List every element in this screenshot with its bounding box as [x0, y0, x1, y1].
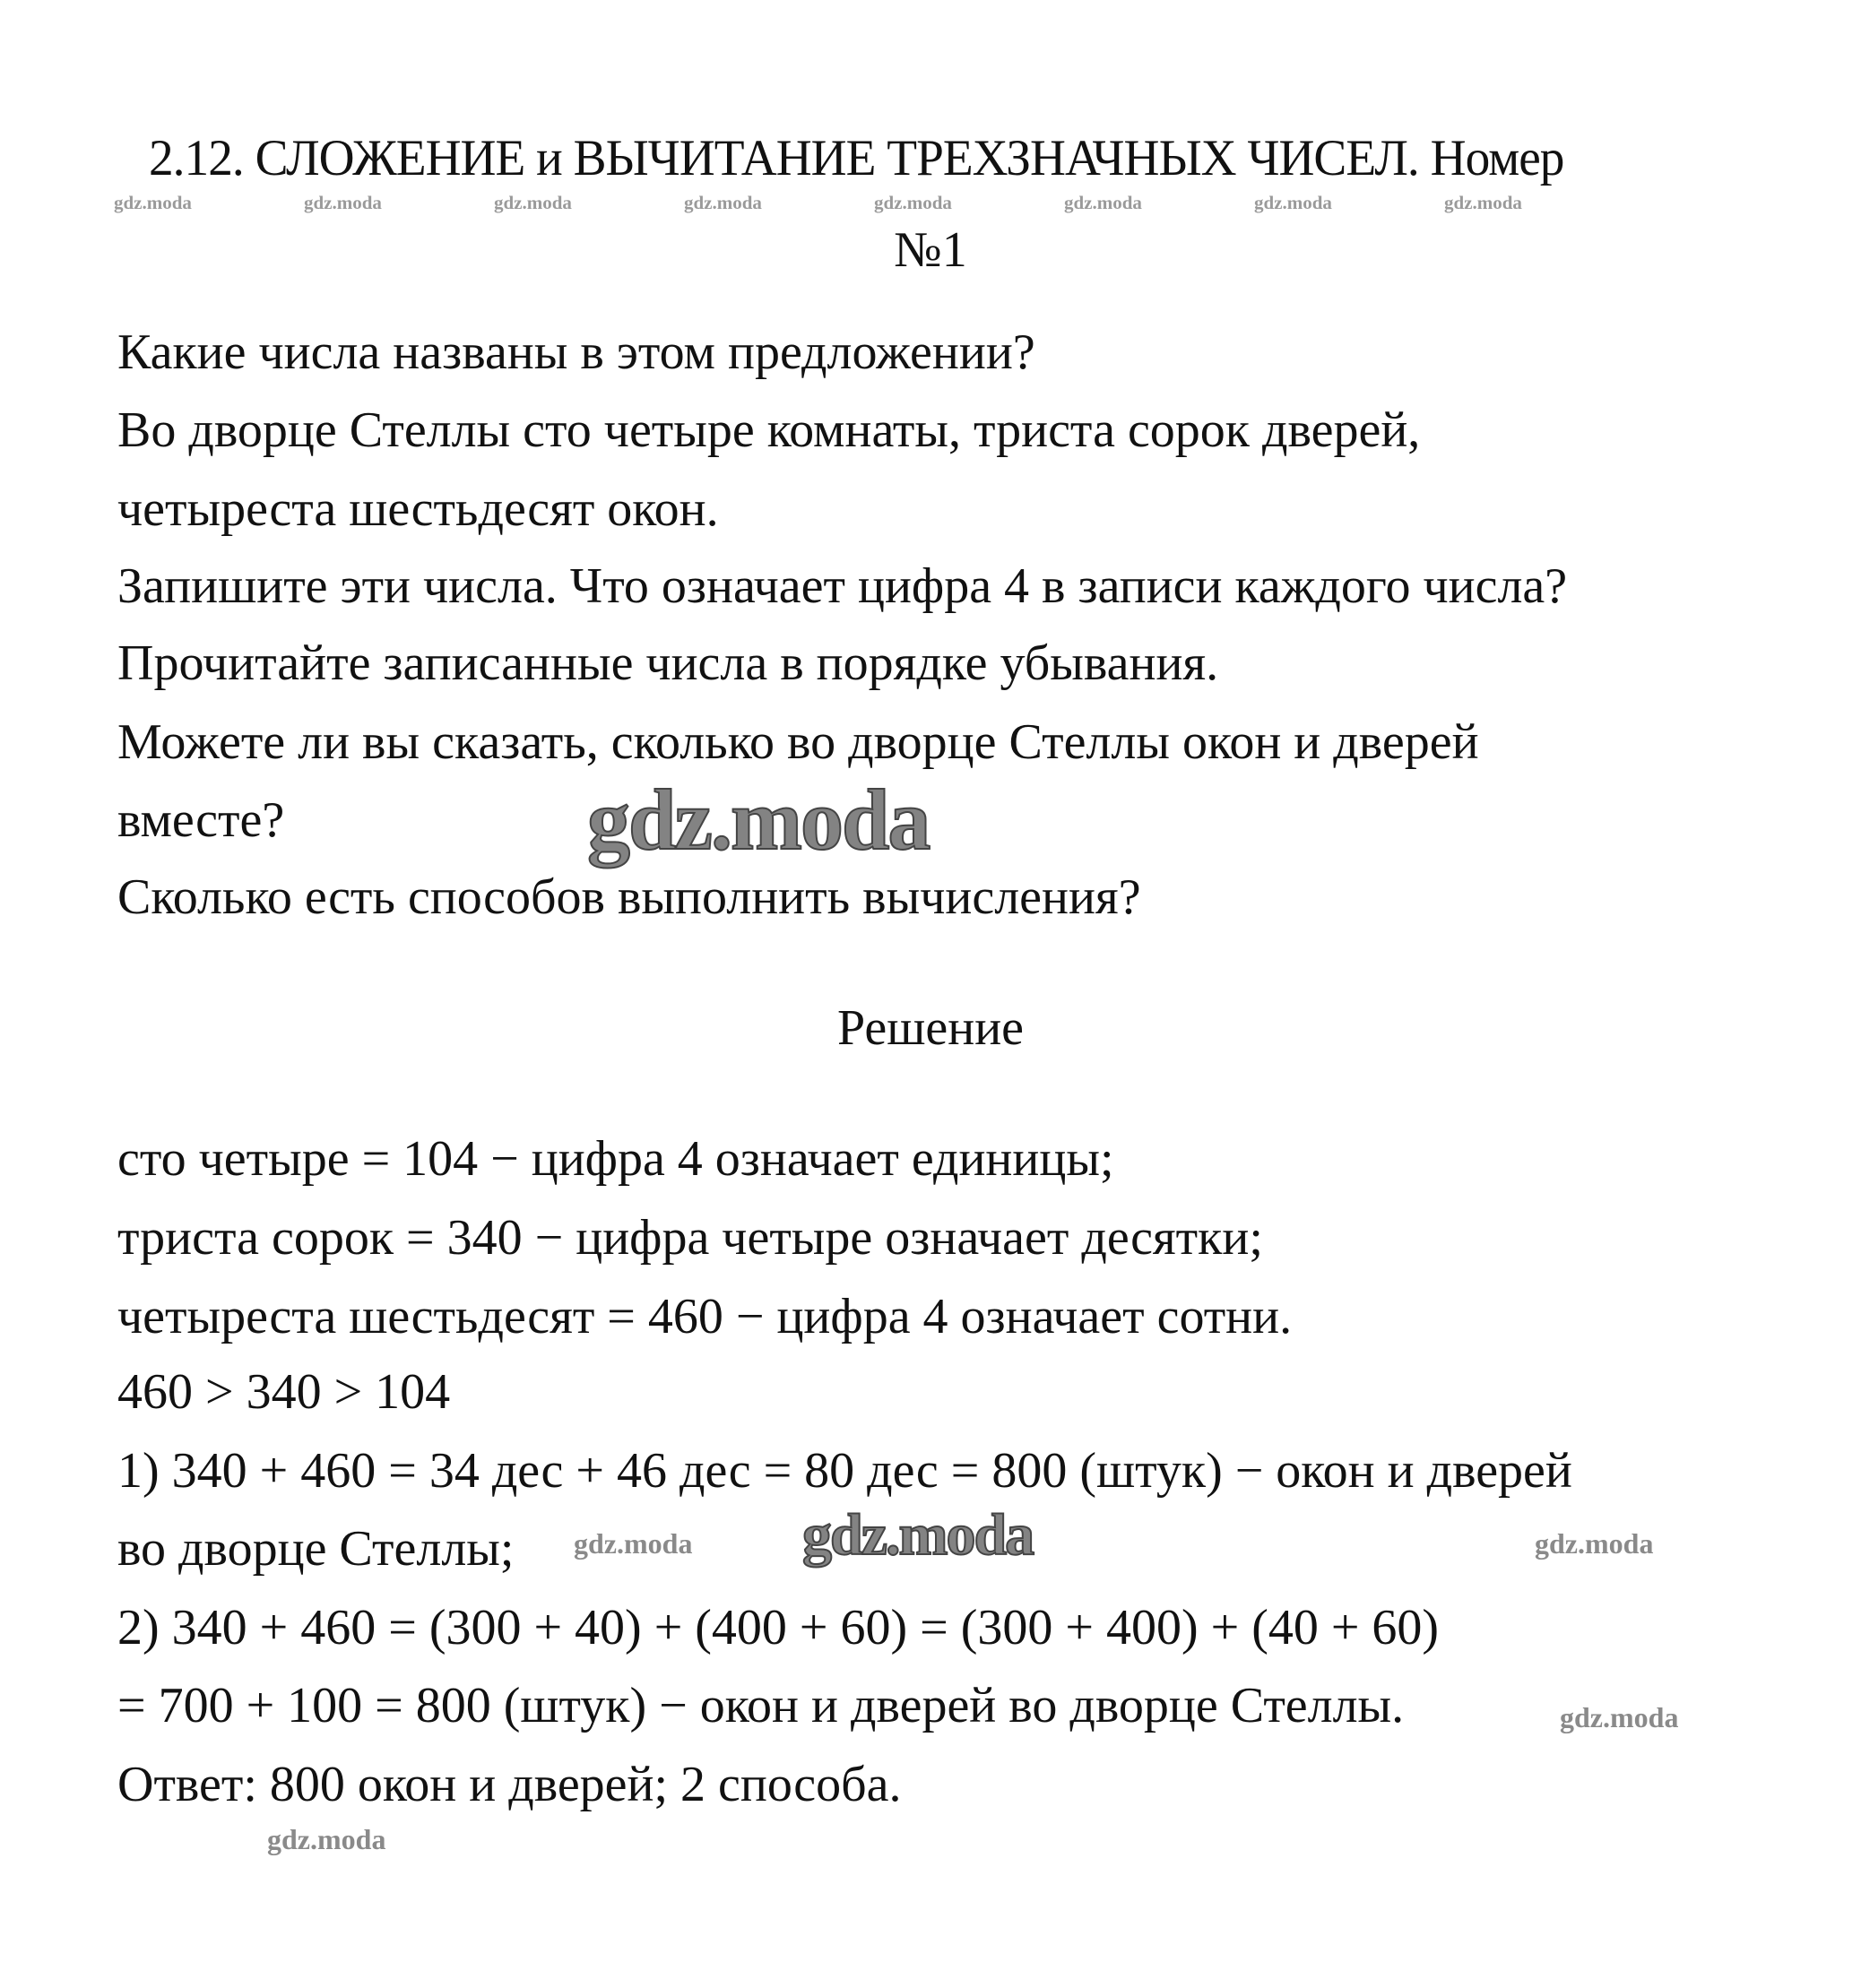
task-line: вместе? — [117, 792, 285, 848]
watermark: gdz.moda — [1064, 192, 1142, 213]
solution-line: Ответ: 800 окон и дверей; 2 способа. — [117, 1757, 902, 1812]
watermark: gdz.moda — [874, 192, 952, 213]
watermark-large: gdz.moda — [587, 772, 930, 868]
solution-line: сто четыре = 104 − цифра 4 означает единицы; — [117, 1131, 1114, 1187]
watermark: gdz.moda — [494, 192, 572, 213]
solution-line: = 700 + 100 = 800 (штук) − окон и дверей во дворце Стеллы. — [117, 1678, 1405, 1733]
task-line: Сколько есть способов выполнить вычисления? — [117, 869, 1141, 925]
solution-line: 460 > 340 > 104 — [117, 1364, 451, 1420]
solution-heading-row — [0, 997, 1861, 1059]
watermark: gdz.moda — [1254, 192, 1332, 213]
task-line: Можете ли вы сказать, сколько во дворце Стеллы окон и дверей — [117, 714, 1479, 770]
task-line: Во дворце Стеллы сто четыре комнаты, триста сорок дверей, — [117, 402, 1421, 458]
task-line: Какие числа названы в этом предложении? — [117, 324, 1035, 380]
solution-line: 2) 340 + 460 = (300 + 40) + (400 + 60) = (300 + 400) + (40 + 60) — [117, 1600, 1440, 1655]
task-line: Прочитайте записанные числа в порядке убывания. — [117, 635, 1219, 691]
solution-line: во дворце Стеллы; — [117, 1521, 515, 1577]
solution-line: триста сорок = 340 − цифра четыре означает десятки; — [117, 1210, 1263, 1266]
watermark: gdz.moda — [114, 192, 192, 213]
watermark: gdz.moda — [1535, 1527, 1654, 1560]
task-line: Запишите эти числа. Что означает цифра 4 в записи каждого числа? — [117, 558, 1568, 614]
task-line: четыреста шестьдесят окон. — [117, 481, 719, 537]
solution-line: 1) 340 + 460 = 34 дес + 46 дес = 80 дес = 800 (штук) − окон и дверей — [117, 1443, 1572, 1499]
watermark: gdz.moda — [304, 192, 382, 213]
watermark: gdz.moda — [267, 1823, 386, 1855]
page-title: 2.12. СЛОЖЕНИЕ и ВЫЧИТАНИЕ ТРЕХЗНАЧНЫХ ЧИСЕЛ. Номер — [149, 130, 1564, 186]
watermark: gdz.moda — [574, 1527, 693, 1560]
problem-number-row — [0, 219, 1861, 281]
watermark: gdz.moda — [1444, 192, 1522, 213]
solution-heading: Решение — [836, 1000, 1025, 1056]
watermark: gdz.moda — [684, 192, 762, 213]
watermark: gdz.moda — [1560, 1701, 1679, 1733]
watermark-large: gdz.moda — [802, 1502, 1034, 1568]
problem-number: №1 — [894, 222, 967, 278]
solution-line: четыреста шестьдесят = 460 − цифра 4 означает сотни. — [117, 1289, 1293, 1344]
